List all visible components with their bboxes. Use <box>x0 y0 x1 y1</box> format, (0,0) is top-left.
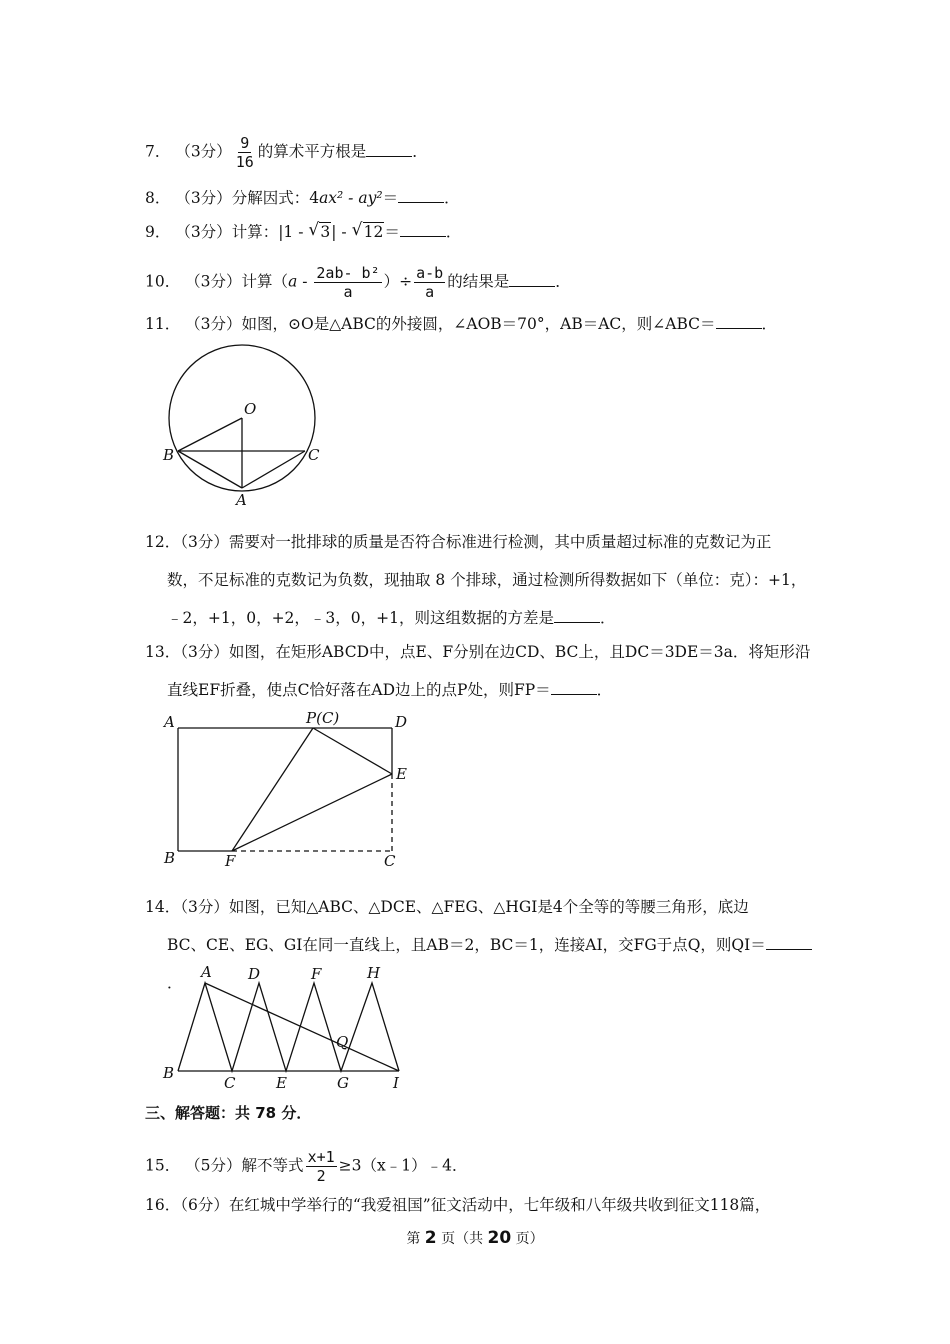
question-16: 16．（6分）在红城中学举行的“我爱祖国”征文活动中，七年级和八年级共收到征文118篇， <box>145 1196 771 1214</box>
label-A: A <box>236 491 247 509</box>
label-F: F <box>311 965 322 983</box>
label-P: P(C) <box>306 709 340 727</box>
answer-blank <box>398 188 444 203</box>
fraction-x1-over-2: $\frac{x+1}{2}$ <box>307 1148 335 1185</box>
rectangle-figure <box>155 705 420 875</box>
question-10: 10． （3分）计算（a - $\frac{\text{2ab- b²}}{a}$ ）÷ $\frac{a-b}{a}$ 的结果是 ． <box>145 264 571 301</box>
label-B: B <box>163 1064 175 1082</box>
label-C: C <box>308 446 320 464</box>
page-number: 2 <box>424 1228 437 1248</box>
question-8: 8． （3分）分解因式：4ax² - ay²＝ ． <box>145 189 460 207</box>
answer-blank <box>400 222 446 237</box>
label-C: C <box>384 852 396 870</box>
label-D: D <box>395 713 408 731</box>
circle-figure <box>155 335 330 510</box>
question-12: 12．（3分）需要对一批排球的质量是否符合标准进行检测，其中质量超过标准的克数记为正 数，不足标准的克数记为负数，现抽取 8 个排球，通过检测所得数据如下（单位：克）：+1， ﹣2，+1，0，+2，﹣3，0，+1，则这组数据的方差是 ． <box>145 533 807 627</box>
label-G: G <box>337 1074 349 1092</box>
page-footer: 第 2 页（共 20 页） <box>406 1228 544 1248</box>
label-A: A <box>164 713 175 731</box>
label-E: E <box>396 765 407 783</box>
label-D: D <box>248 965 261 983</box>
label-H: H <box>367 964 381 982</box>
label-O: O <box>244 400 257 418</box>
question-7: 7． （3分） $\frac{9}{16}$ 的算术平方根是 ． <box>145 134 428 171</box>
question-11: 11． （3分）如图，⊙O是△ABC的外接圆，∠AOB＝70°，AB＝AC，则∠ABC＝ ． <box>145 315 778 333</box>
answer-blank <box>509 272 555 287</box>
fraction-9-16: $\frac{9}{16}$ <box>235 134 254 171</box>
question-13: 13．（3分）如图，在矩形ABCD中，点E、F分别在边CD、BC上，且DC＝3DE＝3a．将矩形沿 直线EF折叠，使点C恰好落在AD边上的点P处，则FP＝ ． <box>145 643 811 699</box>
fraction-2ab-b2-over-a: $\frac{\text{2ab- b²}}{a}$ <box>316 264 380 301</box>
fraction-a-b-over-a: $\frac{a-b}{a}$ <box>416 264 444 301</box>
answer-blank <box>551 680 597 695</box>
label-B: B <box>164 849 176 867</box>
sqrt-3: √ 3 <box>308 220 331 241</box>
page-total: 20 <box>487 1228 512 1248</box>
triangles-figure <box>155 960 415 1095</box>
label-B: B <box>163 446 175 464</box>
label-I: I <box>393 1074 399 1092</box>
question-15: 15． （5分）解不等式 $\frac{x+1}{2}$ ≥3（x﹣1）﹣4． <box>145 1148 468 1185</box>
label-A: A <box>201 963 212 981</box>
label-F: F <box>225 852 236 870</box>
answer-blank <box>366 142 412 157</box>
label-E: E <box>276 1074 287 1092</box>
section-heading: 三、解答题：共 78 分． <box>145 1104 312 1122</box>
label-C: C <box>224 1074 236 1092</box>
answer-blank <box>554 608 600 623</box>
question-9: 9． （3分）计算：|1 - √ 3| - √ 12＝ ． <box>145 220 462 241</box>
sqrt-12: √ 12 <box>351 220 384 241</box>
answer-blank <box>766 935 812 950</box>
answer-blank <box>716 314 762 329</box>
question-14: 14．（3分）如图，已知△ABC、△DCE、△FEG、△HGI是4个全等的等腰三角形，底边 BC、CE、EG、GI在同一直线上，且AB＝2，BC＝1，连接AI，交FG于点Q，则QI＝． <box>145 888 815 1002</box>
label-Q: Q <box>336 1033 349 1051</box>
